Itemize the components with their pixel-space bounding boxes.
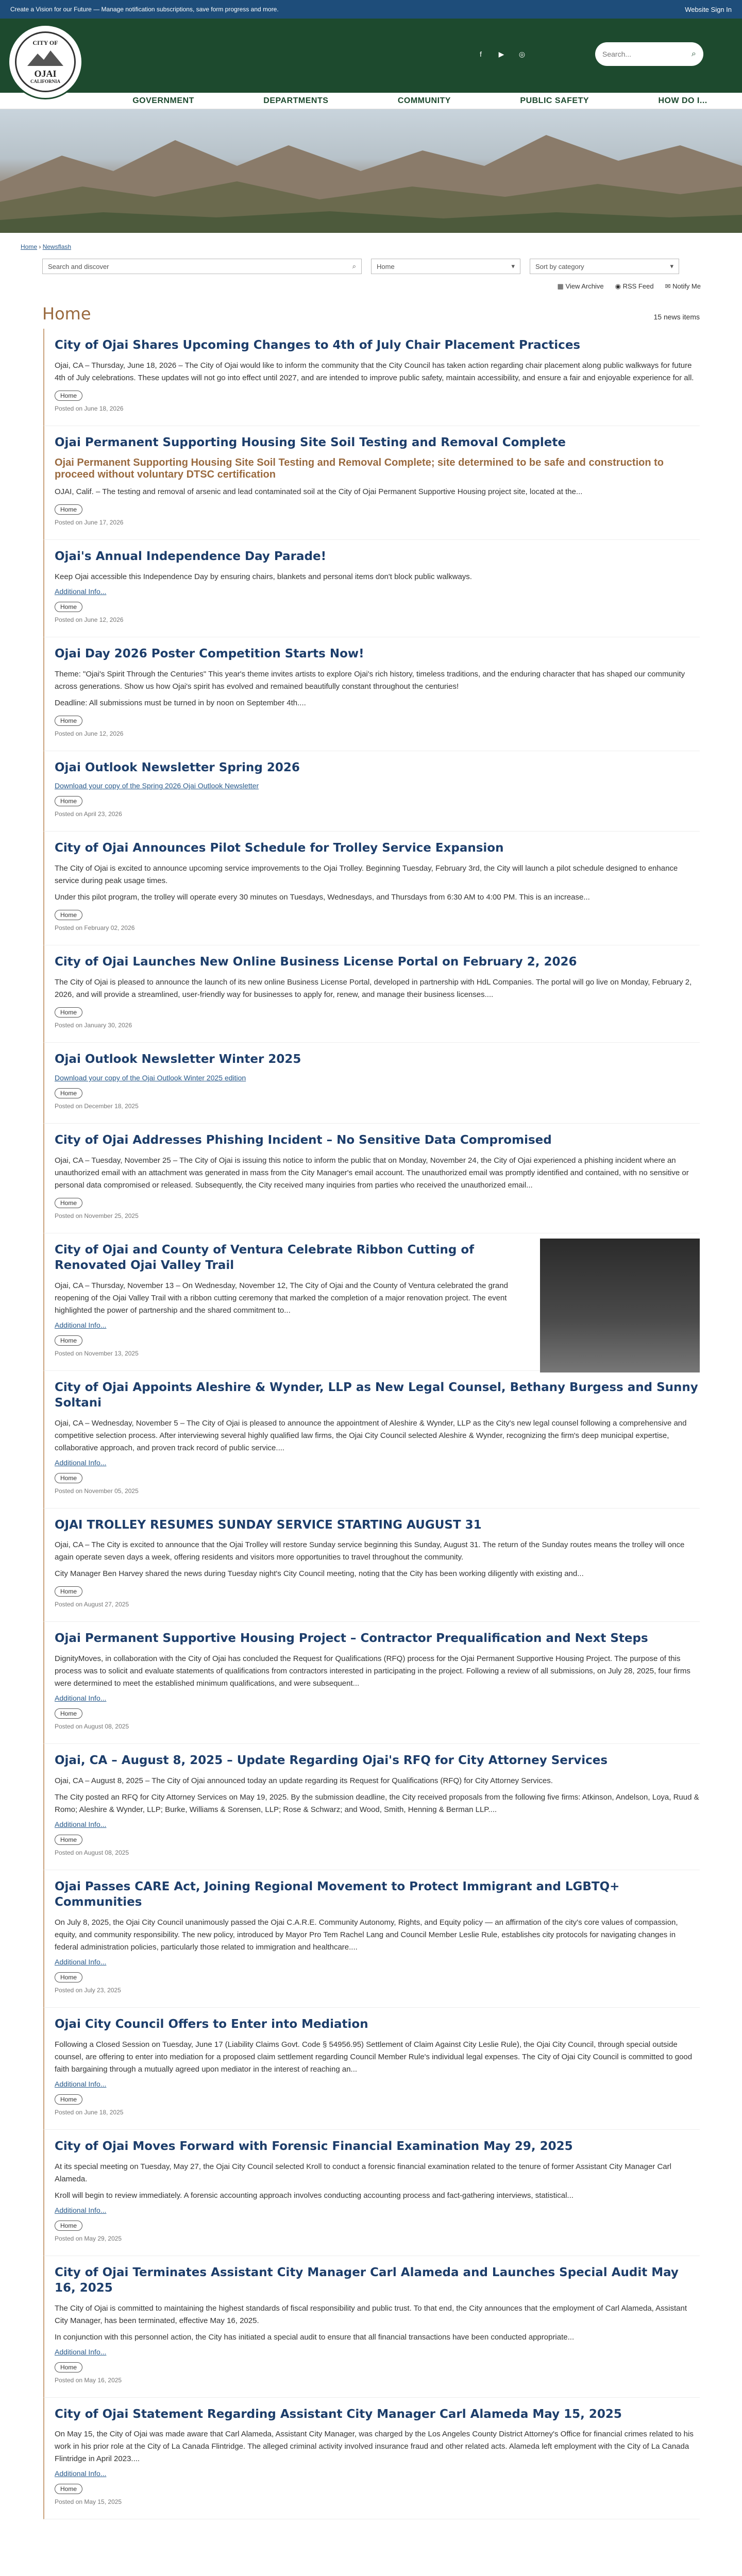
news-title[interactable]: City of Ojai Terminates Assistant City Manager Carl Alameda and Launches Special Audit May 16, 2025 xyxy=(55,2265,679,2295)
news-item xyxy=(43,2130,700,2256)
news-body-2: City Manager Ben Harvey shared the news during Tuesday night's City Council meeting, noting that the City has been working diligently with existing and... xyxy=(55,1569,584,1579)
category-tag[interactable]: Home xyxy=(55,602,82,612)
site-search xyxy=(595,42,703,66)
news-body: Ojai, CA – The City is excited to announce that the Ojai Trolley will restore Sunday service beginning this Sunday, August 31. The return of the Sunday routes means the trolley will once again operate seven days a week, offering residents and visitors more opportunities to travel throughout the community. xyxy=(55,1540,685,1562)
news-date: Posted on November 05, 2025 xyxy=(55,1487,139,1495)
facebook-icon[interactable]: f xyxy=(480,50,482,58)
news-body-2: Deadline: All submissions must be turned in by noon on September 4th.... xyxy=(55,698,306,707)
breadcrumb: Home › Newsflash xyxy=(21,243,72,250)
category-tag[interactable]: Home xyxy=(55,2484,82,2494)
main-nav xyxy=(0,93,742,109)
nav-departments[interactable]: DEPARTMENTS xyxy=(263,96,329,105)
news-item xyxy=(43,1371,700,1509)
alert-text: Create a Vision for our Future — Manage notification subscriptions, save form progress and more. xyxy=(10,6,279,13)
news-title[interactable]: Ojai Passes CARE Act, Joining Regional Movement to Protect Immigrant and LGBTQ+ Communities xyxy=(55,1880,620,1909)
news-body: At its special meeting on Tuesday, May 27, the Ojai City Council selected Kroll to conduct a forensic financial examination related to the tenure of former Assistant City Manager Carl Alameda. xyxy=(55,2162,671,2183)
news-body: The City of Ojai is excited to announce upcoming service improvements to the Ojai Trolley. Beginning Tuesday, February 3rd, the City will launch a pilot schedule designed to enhance service during peak usage times. xyxy=(55,864,678,886)
category-tag[interactable]: Home xyxy=(55,2362,82,2372)
news-title[interactable]: Ojai Permanent Supporting Housing Site Soil Testing and Removal Complete xyxy=(55,435,566,449)
news-tools xyxy=(0,277,742,296)
youtube-icon[interactable]: ▶ xyxy=(498,49,504,58)
mountain-icon xyxy=(27,48,63,67)
breadcrumb-current[interactable]: Newsflash xyxy=(42,243,72,250)
nav-how-do-i[interactable]: HOW DO I... xyxy=(658,96,707,105)
category-tag[interactable]: Home xyxy=(55,2094,82,2105)
news-item xyxy=(43,1870,700,2008)
additional-info-link[interactable]: Additional Info... xyxy=(55,1820,107,1829)
news-date: Posted on February 02, 2026 xyxy=(55,924,135,932)
news-date: Posted on June 12, 2026 xyxy=(55,616,124,623)
chevron-down-icon: ▾ xyxy=(511,262,515,270)
breadcrumb-home[interactable]: Home xyxy=(21,243,38,250)
category-tag[interactable]: Home xyxy=(55,1972,82,1982)
news-download-link[interactable]: Download your copy of the Spring 2026 Ojai Outlook Newsletter xyxy=(55,782,259,790)
news-item xyxy=(43,1622,700,1744)
additional-info-link[interactable]: Additional Info... xyxy=(55,2079,107,2088)
category-tag[interactable]: Home xyxy=(55,1007,82,1018)
news-download-link[interactable]: Download your copy of the Ojai Outlook Winter 2025 edition xyxy=(55,1074,246,1082)
news-item xyxy=(43,2398,700,2520)
news-title[interactable]: Ojai, CA – August 8, 2025 – Update Regarding Ojai's RFQ for City Attorney Services xyxy=(55,1754,608,1768)
news-title[interactable]: Ojai Permanent Supportive Housing Project – Contractor Prequalification and Next Steps xyxy=(55,1632,648,1646)
page-title: Home xyxy=(42,304,91,324)
news-date: Posted on June 17, 2026 xyxy=(55,518,124,526)
news-body: The City of Ojai is pleased to announce the launch of its new online Business License Portal, developed in partnership with HdL Companies. The portal will go live on Monday, February 2, 2026, and will provide a streamlined, user-friendly way for businesses to apply for, renew, and manage their business licenses.... xyxy=(55,978,692,999)
news-date: Posted on August 27, 2025 xyxy=(55,1601,129,1608)
news-body: The City of Ojai is committed to maintaining the highest standards of fiscal responsibility and public trust. To that end, the City announces that the employment of Carl Alameda, Assistant City Manager, has been terminated, effective May 16, 2025. xyxy=(55,2303,687,2325)
news-title[interactable]: City of Ojai Moves Forward with Forensic Financial Examination May 29, 2025 xyxy=(55,2139,573,2153)
additional-info-link[interactable]: Additional Info... xyxy=(55,2206,107,2214)
category-tag[interactable]: Home xyxy=(55,1088,82,1098)
notify-me-label: Notify Me xyxy=(672,282,701,290)
news-title[interactable]: City of Ojai and County of Ventura Celebrate Ribbon Cutting of Renovated Ojai Valley Trail xyxy=(55,1243,475,1272)
notify-me-link[interactable]: ✉ Notify Me xyxy=(665,282,701,290)
search-icon[interactable]: ⌕ xyxy=(692,49,696,58)
news-body-2: In conjunction with this personnel action, the City has initiated a special audit to ensure that all financial transactions have been conducted appropriate... xyxy=(55,2332,575,2342)
news-subtitle: Ojai Permanent Supporting Housing Site Soil Testing and Removal Complete; site determined to be safe and construction to proceed without voluntary DTSC certification xyxy=(55,456,664,480)
news-body: Ojai, CA – Thursday, November 13 – On Wednesday, November 12, The City of Ojai and the County of Ventura celebrated the grand reopening of the Ojai Valley Trail with a ribbon cutting ceremony that marked the completion of a major renovation project. The event highlighted the power of partnership and the shared commitment to... xyxy=(55,1281,508,1315)
category-tag[interactable]: Home xyxy=(55,391,82,401)
view-archive-link[interactable]: ▦ View Archive xyxy=(557,282,604,290)
news-item xyxy=(43,2256,700,2398)
logo-line2: OJAI xyxy=(34,68,57,79)
category-tag[interactable]: Home xyxy=(55,1835,82,1845)
filter-bar xyxy=(0,253,742,277)
news-item xyxy=(43,1744,700,1870)
news-item xyxy=(43,426,700,540)
news-date: Posted on November 13, 2025 xyxy=(55,1349,139,1357)
additional-info-link[interactable]: Additional Info... xyxy=(55,1458,107,1467)
news-date: Posted on May 29, 2025 xyxy=(55,2234,122,2242)
news-item xyxy=(43,1124,700,1233)
news-body: Ojai, CA – Wednesday, November 5 – The City of Ojai is pleased to announce the appointment of Aleshire & Wynder, LLP as the City's new legal counsel following a comprehensive and competitive selection process. After interviewing several highly qualified law firms, the Ojai City Council selected Aleshire & Wynder, recognizing the firm's deep municipal expertise, collaborative approach, and proven track record of public service.... xyxy=(55,1418,687,1452)
hero-banner xyxy=(0,109,742,233)
page-title-row xyxy=(0,296,742,329)
news-title[interactable]: City of Ojai Launches New Online Business License Portal on February 2, 2026 xyxy=(55,955,577,969)
news-date: Posted on August 08, 2025 xyxy=(55,1849,129,1857)
additional-info-link[interactable]: Additional Info... xyxy=(55,1694,107,1703)
news-body: Following a Closed Session on Tuesday, June 17 (Liability Claims Govt. Code § 54956.95) Settlement of Claim Against City Leslie Rule), the Ojai City Council, through special outside counsel, are offering to enter into mediation for a proposed claim settlement regarding Council Member Rule's individual legal expenses. The City of Ojai City Council is committed to good faith bargaining through a mutually agreed upon mediator in the interest of reaching an... xyxy=(55,2040,693,2074)
news-date: Posted on June 18, 2025 xyxy=(55,2108,124,2116)
category-tag[interactable]: Home xyxy=(55,504,82,515)
additional-info-link[interactable]: Additional Info... xyxy=(55,2469,107,2478)
city-logo[interactable] xyxy=(9,26,81,98)
news-date: Posted on July 23, 2025 xyxy=(55,1987,121,1994)
category-tag[interactable]: Home xyxy=(55,1198,82,1208)
chevron-down-icon: ▾ xyxy=(670,262,673,270)
news-date: Posted on November 25, 2025 xyxy=(55,1212,139,1220)
sort-value: Sort by category xyxy=(535,262,584,270)
news-body: Ojai, CA – Thursday, June 18, 2026 – The City of Ojai would like to inform the community that the City Council has taken action regarding chair placement along public walkways for future 4th of July celebrations. These updates will not go into effect until 2027, and are intended to improve public safety, maintain accessibility, and ensure a fair and enjoyable experience for all. xyxy=(55,361,694,382)
instagram-icon[interactable]: ◎ xyxy=(518,49,526,58)
nav-public-safety[interactable]: PUBLIC SAFETY xyxy=(520,96,589,105)
news-item xyxy=(43,637,700,751)
news-body-2: Kroll will begin to review immediately. A forensic accounting approach involves conducting accounting process and fact-gathering interviews, statistical... xyxy=(55,2191,574,2200)
news-date: Posted on April 23, 2026 xyxy=(55,810,122,818)
news-list xyxy=(0,329,742,2519)
social-links xyxy=(475,48,528,60)
nav-government[interactable]: GOVERNMENT xyxy=(132,96,194,105)
alert-bar xyxy=(0,0,742,19)
news-item xyxy=(43,329,700,426)
news-item xyxy=(43,1043,700,1124)
category-value: Home xyxy=(377,262,395,270)
news-item xyxy=(43,945,700,1043)
category-tag[interactable]: Home xyxy=(55,1708,82,1719)
news-search-placeholder: Search and discover xyxy=(48,262,109,270)
search-input[interactable] xyxy=(602,50,680,58)
category-tag[interactable]: Home xyxy=(55,2221,82,2231)
nav-community[interactable]: COMMUNITY xyxy=(397,96,451,105)
news-body: Ojai, CA – Tuesday, November 25 – The City of Ojai is issuing this notice to inform the public that on Monday, November 24, the City of Ojai experienced a phishing incident where an unauthorized email with an attachment was generated in mass from the City Manager's email account. The unauthorized email was promptly identified and contained, with no sensitive or personal data compromised or released. Subsequently, the City received many inquiries from parties who received the unauthorized email... xyxy=(55,1156,689,1190)
news-title[interactable]: City of Ojai Announces Pilot Schedule for Trolley Service Expansion xyxy=(55,841,504,855)
category-select[interactable] xyxy=(371,259,520,274)
news-body-2: The City posted an RFQ for City Attorney Services on May 19, 2025. By the submission deadline, the City received proposals from the following five firms: Atkinson, Andelson, Loya, Ruud & Romo; Aleshire & Wynder, LLP; Burke, Williams & Sorensen, LLP; Rose & Schwarz; and Wood, Smith, Henning & Berman LLP.... xyxy=(55,1793,699,1815)
news-body: Theme: "Ojai's Spirit Through the Centuries" This year's theme invites artists to explore Ojai's rich history, timeless traditions, and the enduring character that has shaped our community across generations. Show us how Ojai's spirit has evolved and remained beautifully constant throughout the centuries! xyxy=(55,669,685,691)
category-tag[interactable]: Home xyxy=(55,1473,82,1483)
search-icon[interactable]: ⌕ xyxy=(352,262,356,270)
news-title[interactable]: City of Ojai Statement Regarding Assistant City Manager Carl Alameda May 15, 2025 xyxy=(55,2407,622,2421)
additional-info-link[interactable]: Additional Info... xyxy=(55,1958,107,1967)
sort-select[interactable] xyxy=(530,259,679,274)
news-search-box[interactable] xyxy=(42,259,362,274)
additional-info-link[interactable]: Additional Info... xyxy=(55,2347,107,2356)
news-photo[interactable] xyxy=(540,1239,700,1372)
news-item xyxy=(43,1233,700,1371)
view-archive-label: View Archive xyxy=(565,282,604,290)
additional-info-link[interactable]: Additional Info... xyxy=(55,1320,107,1329)
news-title[interactable]: Ojai's Annual Independence Day Parade! xyxy=(55,549,327,563)
news-title[interactable]: Ojai Day 2026 Poster Competition Starts Now! xyxy=(55,647,364,660)
mountain-landscape xyxy=(0,109,742,233)
additional-info-link[interactable]: Additional Info... xyxy=(55,587,107,596)
category-tag[interactable]: Home xyxy=(55,910,82,920)
category-tag[interactable]: Home xyxy=(55,1586,82,1597)
news-date: Posted on January 30, 2026 xyxy=(55,1022,132,1029)
news-body: DignityMoves, in collaboration with the City of Ojai has concluded the Request for Qualifications (RFQ) process for the Ojai Permanent Supportive Housing Project. The purpose of this process was to solicit and evaluate statements of qualifications from contractors interested in participating in the project. Following a review of all submissions, on July 28, 2025, four firms were determined to meet the established minimum qualifications, and were subsequent... xyxy=(55,1654,690,1688)
news-item xyxy=(43,832,700,945)
rss-feed-link[interactable]: ◉ RSS Feed xyxy=(615,282,654,290)
news-date: Posted on December 18, 2025 xyxy=(55,1103,139,1110)
news-title[interactable]: Ojai Outlook Newsletter Spring 2026 xyxy=(55,760,300,774)
news-title[interactable]: Ojai Outlook Newsletter Winter 2025 xyxy=(55,1053,301,1066)
rss-feed-label: RSS Feed xyxy=(622,282,654,290)
news-title[interactable]: City of Ojai Appoints Aleshire & Wynder, LLP as New Legal Counsel, Bethany Burgess and Sunny Soltani xyxy=(55,1380,698,1410)
news-date: Posted on June 12, 2026 xyxy=(55,730,124,737)
site-header xyxy=(0,19,742,93)
news-date: Posted on May 16, 2025 xyxy=(55,2376,122,2384)
logo-line3: CALIFORNIA xyxy=(30,78,60,84)
news-item xyxy=(43,2008,700,2130)
news-title[interactable]: OJAI TROLLEY RESUMES SUNDAY SERVICE STARTING AUGUST 31 xyxy=(55,1518,482,1532)
news-count: 15 news items xyxy=(653,313,700,321)
news-body: Ojai, CA – August 8, 2025 – The City of Ojai announced today an update regarding its Request for Qualifications (RFQ) for City Attorney Services. xyxy=(55,1776,553,1786)
news-item xyxy=(43,540,700,637)
news-date: Posted on June 18, 2026 xyxy=(55,404,124,412)
news-body-2: Under this pilot program, the trolley will operate every 30 minutes on Tuesdays, Wednesdays, and Thursdays from 6:30 AM to 4:00 PM. This is an increase... xyxy=(55,893,590,902)
news-date: Posted on August 08, 2025 xyxy=(55,1723,129,1731)
category-tag[interactable]: Home xyxy=(55,1335,82,1346)
news-title[interactable]: City of Ojai Shares Upcoming Changes to 4th of July Chair Placement Practices xyxy=(55,338,581,352)
news-date: Posted on May 15, 2025 xyxy=(55,2498,122,2506)
sign-in-link[interactable]: Website Sign In xyxy=(685,5,732,13)
news-body: OJAI, Calif. – The testing and removal of arsenic and lead contaminated soil at the City of Ojai Permanent Supportive Housing project site, located at the... xyxy=(55,487,583,496)
news-body: Keep Ojai accessible this Independence Day by ensuring chairs, blankets and personal items don't block public walkways. xyxy=(55,572,472,581)
news-body: On July 8, 2025, the Ojai City Council unanimously passed the Ojai C.A.R.E. Community Autonomy, Rights, and Equity policy — an affirmation of the city's core values of compassion, equity, and community responsibility. The new policy, introduced by Mayor Pro Tem Rachel Lang and Council Member Leslie Rule, establishes city protocols for navigating changes in federal administration policies, particularly those related to immigration and healthcare.... xyxy=(55,1918,678,1952)
news-title[interactable]: City of Ojai Addresses Phishing Incident – No Sensitive Data Compromised xyxy=(55,1133,552,1147)
category-tag[interactable]: Home xyxy=(55,716,82,726)
news-item xyxy=(43,751,700,832)
news-title[interactable]: Ojai City Council Offers to Enter into Mediation xyxy=(55,2018,368,2031)
news-item xyxy=(43,1509,700,1622)
logo-line1: CITY OF xyxy=(32,39,58,46)
news-body: On May 15, the City of Ojai was made aware that Carl Alameda, Assistant City Manager, was charged by the Los Angeles County District Attorney's Office for financial crimes related to his work in his prior role at the City of La Canada Flintridge. The alleged criminal activity involved insurance fraud and other related acts. Alameda left employment with the City of La Canada Flintridge in April 2023.... xyxy=(55,2430,694,2464)
category-tag[interactable]: Home xyxy=(55,796,82,806)
